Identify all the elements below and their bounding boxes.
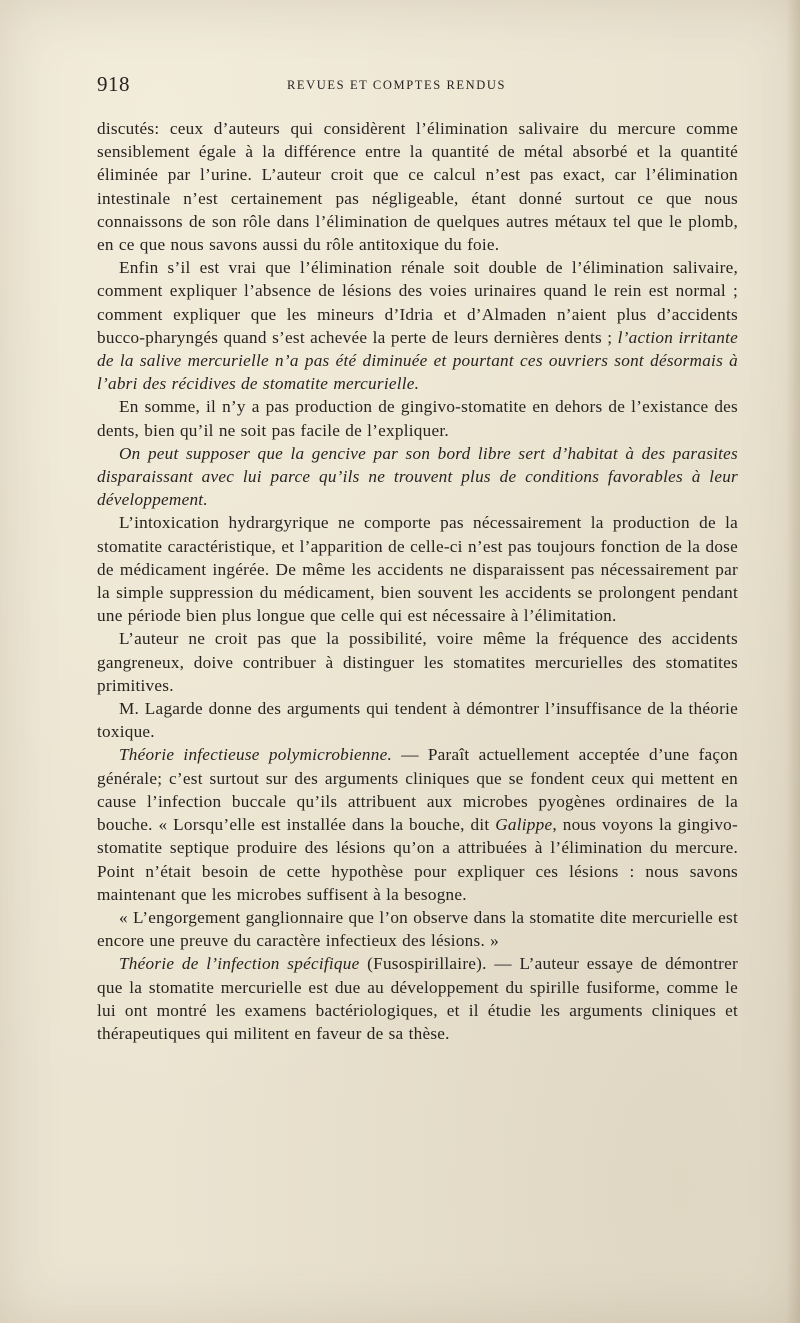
- paragraph-5: L’intoxication hydrargyrique ne comporte pas nécessairement la production de la stomatite caractéristique, et l’apparition de celle-ci n’est pas toujours fonction de la dose de médicament ingérée. De même les accidents ne disparaissent pas nécessairement par la simple suppression du médicament, bien souvent les accidents se prolongent pendant une période bien plus longue que celle qui est nécessaire à l’élimitation.: [97, 513, 738, 626]
- section-heading-specifique: Théorie de l’infection spécifique: [119, 954, 360, 974]
- page-header: [97, 72, 737, 104]
- paragraph-4: [97, 442, 738, 512]
- paragraph-1: discutés: ceux d’auteurs qui considèrent l’élimination salivaire du mercure comme sensiblement égale à la différence entre la quantité de métal absorbé et la quantité éliminée par l’urine. L’auteur croit que ce calcul n’est pas exact, car l’élimination intestinale n’est certainement pas négligeable, étant donné surtout ce que nous connaissons de son rôle dans l’élimination de quelques autres métaux tel que le plomb, en ce que nous savons aussi du rôle antitoxique du foie.: [97, 119, 738, 255]
- paragraph-8: Théorie infectieuse polymicrobienne. — Paraît actuellement acceptée d’une façon générale; c’est surtout sur des arguments cliniques que se fondent ceux qui mettent en cause l’infection buccale qu’ils attribuent aux microbes pyogènes ordinaires de la bouche. « Lorsqu’elle est installée dans la bouche, dit Galippe, nous voyons la gingivo-stomatite septique produire des lésions qu’on a attribuées à l’élimination du mercure. Point n’était besoin de cette hypothèse pour expliquer ces lésions : nous savons maintenant que les microbes suffisent à la besogne.: [97, 745, 738, 904]
- paragraph-7: M. Lagarde donne des arguments qui tendent à démontrer l’insuffisance de la théorie toxique.: [97, 699, 738, 742]
- paragraph-10: Théorie de l’infection spécifique (Fusospirillaire). — L’auteur essaye de démontrer que la stomatite mercurielle est due au développement du spirille fusiforme, comme le lui ont montré les examens bactériologiques, et il étudie les arguments cliniques et thérapeutiques qui militent en faveur de sa thèse.: [97, 954, 738, 1043]
- italic-passage: On peut supposer que la gencive par son bord libre sert d’habitat à des parasites disparaissant avec lui parce qu’ils ne trouvent plus de conditions favorables à leur développement.: [97, 443, 738, 510]
- author-name: Galippe: [495, 815, 553, 835]
- section-heading-polymicrobienne: Théorie infectieuse polymicrobienne.: [119, 745, 393, 765]
- body-text: [97, 117, 738, 1045]
- page-edge-shadow: [786, 0, 800, 1323]
- paragraph-6: L’auteur ne croit pas que la possibilité, voire même la fréquence des accidents gangreneux, doive contribuer à distinguer les stomatites mercurielles des stomatites primitives.: [97, 629, 738, 695]
- paragraph-2: Enfin s’il est vrai que l’élimination rénale soit double de l’élimination salivaire, comment expliquer l’absence de lésions des voies urinaires quand le rein est normal ; comment expliquer que les mineurs d’Idria et d’Almaden n’aient plus d’accidents bucco-pharyngés quand s’est achevée la perte de leurs dernières dents ; l’action irritante de la salive mercurielle n’a pas été diminuée et pourtant ces ouvriers sont désormais à l’abri des récidives de stomatite mercurielle.: [97, 258, 738, 394]
- running-head: REVUES ET COMPTES RENDUS: [287, 78, 507, 92]
- paragraph-3: En somme, il n’y a pas production de gingivo-stomatite en dehors de l’existance des dents, bien qu’il ne soit pas facile de l’expliquer.: [97, 397, 738, 440]
- italic-passage: l’action irritante de la salive mercurielle n’a pas été diminuée et pourtant ces ouvriers sont désormais à l’abri des récidives de stomatite mercurielle.: [97, 327, 738, 394]
- paragraph-9: « L’engorgement ganglionnaire que l’on observe dans la stomatite dite mercurielle est encore une preuve du caractère infectieux des lésions. »: [97, 907, 738, 951]
- page-number: 918: [97, 72, 130, 96]
